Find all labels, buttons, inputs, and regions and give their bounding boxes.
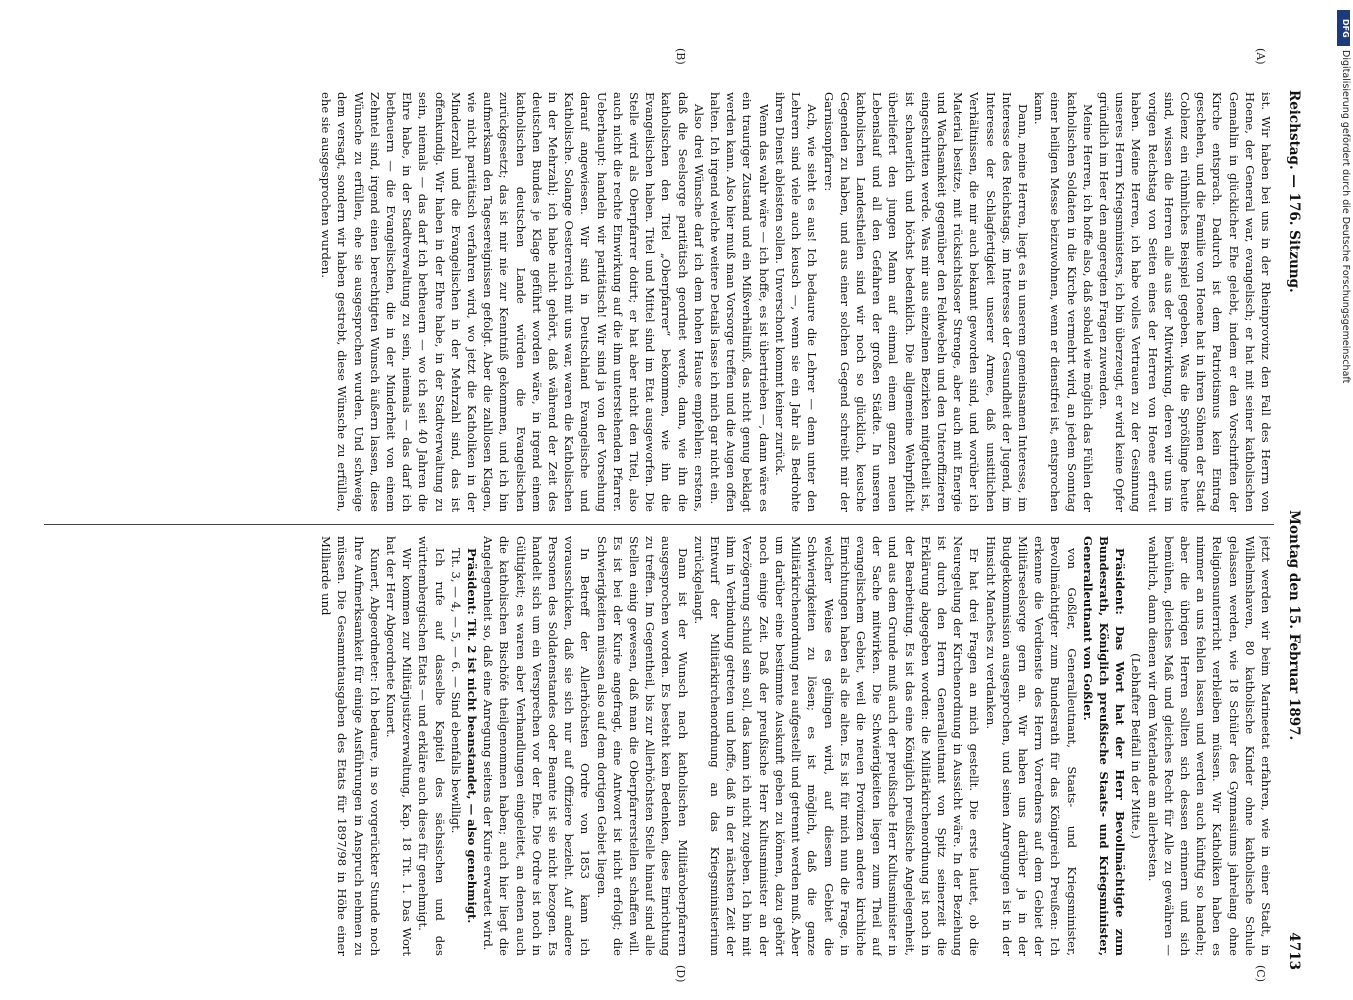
margin-mark-c: (C) [1254,965,1267,982]
left-paragraph-3: Dann, meine Herren, liegt es in unserem gemeinsamen Interesse, im Interesse des Reichstags, im Interesse der Gesundheit der Jugend, im Interesse der Schlagfertigkeit unserer Armee, daß unsittlichen Verhältnissen, die mir auch bekannt geworden sind, und worüber ich Material besitze, mit rücksichtsloser Strenge, aber auch mit Energie und Wachsamkeit gegenüber den Feldwebeln und den Unteroffizieren eingeschritten werde. Was mir aus einzelnen Bezirken mitgetheilt ist, ist schauerlich und höchst bedenklich. Die allgemeine Wehrpflicht überliefert den jungen Mann auf einmal einem ganzen neuen Lebenslauf und all den Gefahren der großen Städte. In unseren katholischen Landestheilen sind wir noch so glücklich, keusche Gegenden zu haben, und aus einer solchen Gegend schreibt mir der Garnisonpfarrer: [821,92,1030,512]
right-column [44,536,1274,956]
margin-mark-a: (A) [1254,48,1267,65]
gossler-speech-4: In Betreff der Allerhöchsten Ordre von 1853 kann ich vorausschicken, daß sie sich nur auf Offiziere bezieht. Auf andere Personen des Soldatenstandes oder Beamte ist sie nicht bezogen. Es handelt sich um ein Versprechen vor der Ehe. Die Ordre ist noch in Gültigkeit; es waren aber Verhandlungen eingeleitet, an denen auch die katholischen Bischöfe theilgenommen haben; auch hier liegt die Angelegenheit so, daß eine Anregung seitens der Kurie erwartet wird. [481,536,593,956]
president-statement-2: Präsident: Tit. 2 ist nicht beanstandet, — also genehmigt. [465,548,480,924]
left-paragraph-2: Meine Herren, ich hoffe also, daß sobald wie möglich das Fühlen der katholischen Soldaten in die Kirche vermehrt wird, an jedem Sonntag einer heiligen Messe beizuwohnen, wenn er dienstfrei ist, entsprochen kann. [1032,92,1095,512]
header-date: Montag den 15. Februar 1897. [1286,510,1302,741]
title-approval: Tit. 3, — 4, — 5, — 6. — Sind ebenfalls bewilligt. [448,548,463,834]
left-paragraph-4: Wenn das wahr wäre — ich hoffe, es ist übertrieben —, dann wäre es ein trauriger Zustand und ein Mißverhältniß, das nicht genug beklagt werden kann. Also hier muß man Vorsorge treffen und die Augen offen halten. Ich irgend welche weitere Details lasse ich mich gar nicht ein. [708,92,771,512]
right-paragraph-1: jetzt werden wir beim Marineetat erfahren, wie in einer Stadt, in Wilhelmshaven, 80 katholische Kinder ohne katholische Schule gelassen werden, wie 18 Schüler des Gymnasiums jahrelang ohne Religionsunterricht verbleiben müssen. Wir Katholiken haben es nimmer an uns fehlen lassen und werden auch künftig so handeln; aber die übrigen Herren sollten sich dessen erinnern und sich bemühen, gleiches Maß und gleiches Recht für Alle zu gewähren — wahrlich, dann dienen wir dem Vaterlande am allerbesten. [1145,536,1273,956]
kunert-speech: Kunert, Abgeordneter: Ich bedaure, in so vorgerückter Stunde noch Ihre Aufmerksamkeit für einige Ausführungen in Anspruch nehmen zu müssen. Die Gesammtausgaben des Etats für 1897/98 in Höhe einer Milliarde und [319,536,382,956]
column-divider [44,524,1274,525]
dfg-logo: DFG [1337,10,1350,46]
left-column [44,92,1274,512]
digitization-sidebar [1337,10,1351,990]
gossler-speech-2: Er hat drei Fragen an mich gestellt. Die erste lautet, ob die Neuregelung der Kirchenordnung in Aussicht wäre. In der Beziehung ist durch den Herrn Generalleutnant von Spitz seinerzeit die Erklärung abgegeben worden: die Militärkirchenordnung ist noch in der Bearbeitung. Es ist das eine Königlich preußische Angelegenheit, und aus dem Grunde muß auch der preußische Herr Kultusminister in der Sache mitwirken. Die Schwierigkeiten liegen zum Theil auf evangelischem Gebiet, weil die neuen Provinzen andere kirchliche Einrichtungen haben als die alten. Es ist für mich nun die Frage, in welcher Weise es gelingen wird, auf diesem Gebiet die Schwierigkeiten zu lösen; es ist möglich, daß die ganze Militärkirchenordnung neu aufgestellt und getrennt werden muß. Aber um darüber eine bestimmte Auskunft geben zu können, dazu gehört noch einige Zeit. Daß der preußische Herr Kultusminister an der Verzögerung schuld sein soll, das kann ich nicht zugeben. Ich bin mit ihm in Verbindung getreten und hoffe, daß in der nächsten Zeit der Entwurf der Militärkirchenordnung an das Kriegsministerium zurückgelangt. [691,536,982,956]
left-paragraph-5: Also drei Wünsche darf ich dem hohen Hause empfehlen: erstens, daß die Seelsorge paritätisch geordnet werde, dann, wie ihn die katholischen den Titel „Oberpfarrer“ bekommen, wie ihn die Evangelischen haben. Titel und Mittel sind im Etat ausgeworfen. Die Stelle wird als Oberpfarrer dotirt; er hat aber nicht den Titel, also auch nicht die rechte Einwirkung auf die ihm unterstehenden Pfarrer. Ueberhaupt: handeln wir paritätisch! Wir sind ja von der Vorsehung darauf angewiesen. Wir sind in Deutschland Evangelische und Katholische. Solange Oesterreich mit uns war, waren die Katholischen in der Mehrzahl; ich habe nicht gehört, daß während der Zeit des deutschen Bundes je Klage geführt worden wäre, in irgend einem katholischen deutschen Lande würden die Evangelischen zurückgesetzt; das ist mir nie zur Kenntniß gekommen, und ich bin aufmerksam den Tagesereignissen gefolgt. Aber die zahllosen Klagen, wie nicht paritätisch verfahren wird, wo jetzt die Katholiken in der Minderzahl und die Evangelischen in der Mehrzahl sind, das ist offenkundig. Wir haben in der Ehre habe, in der Stadtverwaltung zu sein, niemals — das darf ich betheuern — wo ich seit 40 Jahren die Ehre habe, in der Stadtverwaltung zu sein, niemals — das darf ich betheuern — die Evangelischen, die in der Minderheit von einem Zehntel sind, irgend einen berechtigten Wunsch äußern lassen, diese Wünsche zu erfüllen, ehe sie ausgesprochen wurden. Und schweige dem versagt, sondern wir haben gestrebt, diese Wünsche zu erfüllen, ehe sie ausgesprochen wurden. [319,92,706,512]
digitization-credit: Digitalisierung gefördert durch die Deutsche Forschungsgemeinschaft [1340,50,1351,384]
left-paragraph-1: ist. Wir haben bei uns in der Rheinprovinz den Fall des Herrn von Hoene, der General war, evangelisch; er hat mit seiner katholischen Gemahlin in glücklicher Ehe gelebt, indem er den Vorschriften der Kirche entsprach. Dadurch ist dem Patriotismus kein Eintrag geschehen, und die Familie von Hoene hat in ihren Söhnen der Stadt Coblenz ein rühmliches Beispiel gegeben. Was die Sprößlinge heute sind, wissen die Herren alle aus der Mitwirkung, deren wir uns im vorigen Reichstag von Seiten eines der Herren von Hoene erfreut haben. Meine Herren, ich habe volles Vertrauen zu der Gesinnung unseres Herrn Kriegsministers, ich bin überzeugt, er wird keine Opfer gründlich im Heer den angeregten Fragen zuwenden. [1096,92,1273,512]
header-left: Reichstag. — 176. Sitzung. [1286,90,1302,293]
page-header [1280,90,1302,970]
margin-mark-d: (D) [674,965,687,983]
president-statement-1: Präsident: Das Wort hat der Herr Bevollmächtigte zum Bundesrath, Königlich preußische Staats- und Kriegsminister, Generalleutnant von Goßler. [1080,536,1128,956]
president-statement-4: Wir kommen zur Militärjustizverwaltung, Kap. 18 Tit. 1. Das Wort hat der Herr Abgeordnete Kunert. [384,536,415,956]
gossler-speech-3: Dann ist der Wunsch nach katholischen Militäroberpfarrern ausgesprochen worden. Es besteht kein Bedenken, diese Einrichtung zu treffen. Im Gegentheil, bis zur Allerhöchsten Stelle hinauf sind alle Stellen einig gewesen, daß man die Oberpfarrerstellen schaffen will. Es ist bei der Kurie angefragt, eine Antwort ist nicht erfolgt; die Schwierigkeiten müssen also auf dem dortigen Gebiet liegen. [594,536,690,956]
president-statement-3: Ich rufe auf dasselbe Kapitel des sächsischen und des württembergischen Etats — und erkläre auch diese für genehmigt. [416,536,447,956]
applause-note: (Lebhafter Beifall in der Mitte.) [1129,653,1144,839]
margin-mark-b: (B) [674,48,687,65]
newspaper-page [18,40,1308,1000]
page-number: 4713 [1286,932,1302,970]
left-quote: Ach, wie sieht es aus! Ich bedaure die Lehrer — denn unter den Lehrern sind viele auch keusch —, wenn sie ein Jahr als Bedrohte ihren Dienst ableisten sollen. Unverschont kommt keiner zurück. [772,92,820,512]
gossler-speech-1: von Goßler, Generalleutnant, Staats- und Kriegsminister, Bevollmächtigter zum Bundesrath für das Königreich Preußen: Ich erkenne die Verdienste des Herrn Vorredners auf dem Gebiet der Militärseelsorge gern an. Wir haben uns darüber ja in der Budgetkommission ausgesprochen, und seinen Anregungen ist in der Hinsicht Manches zu verdanken. [983,536,1079,956]
